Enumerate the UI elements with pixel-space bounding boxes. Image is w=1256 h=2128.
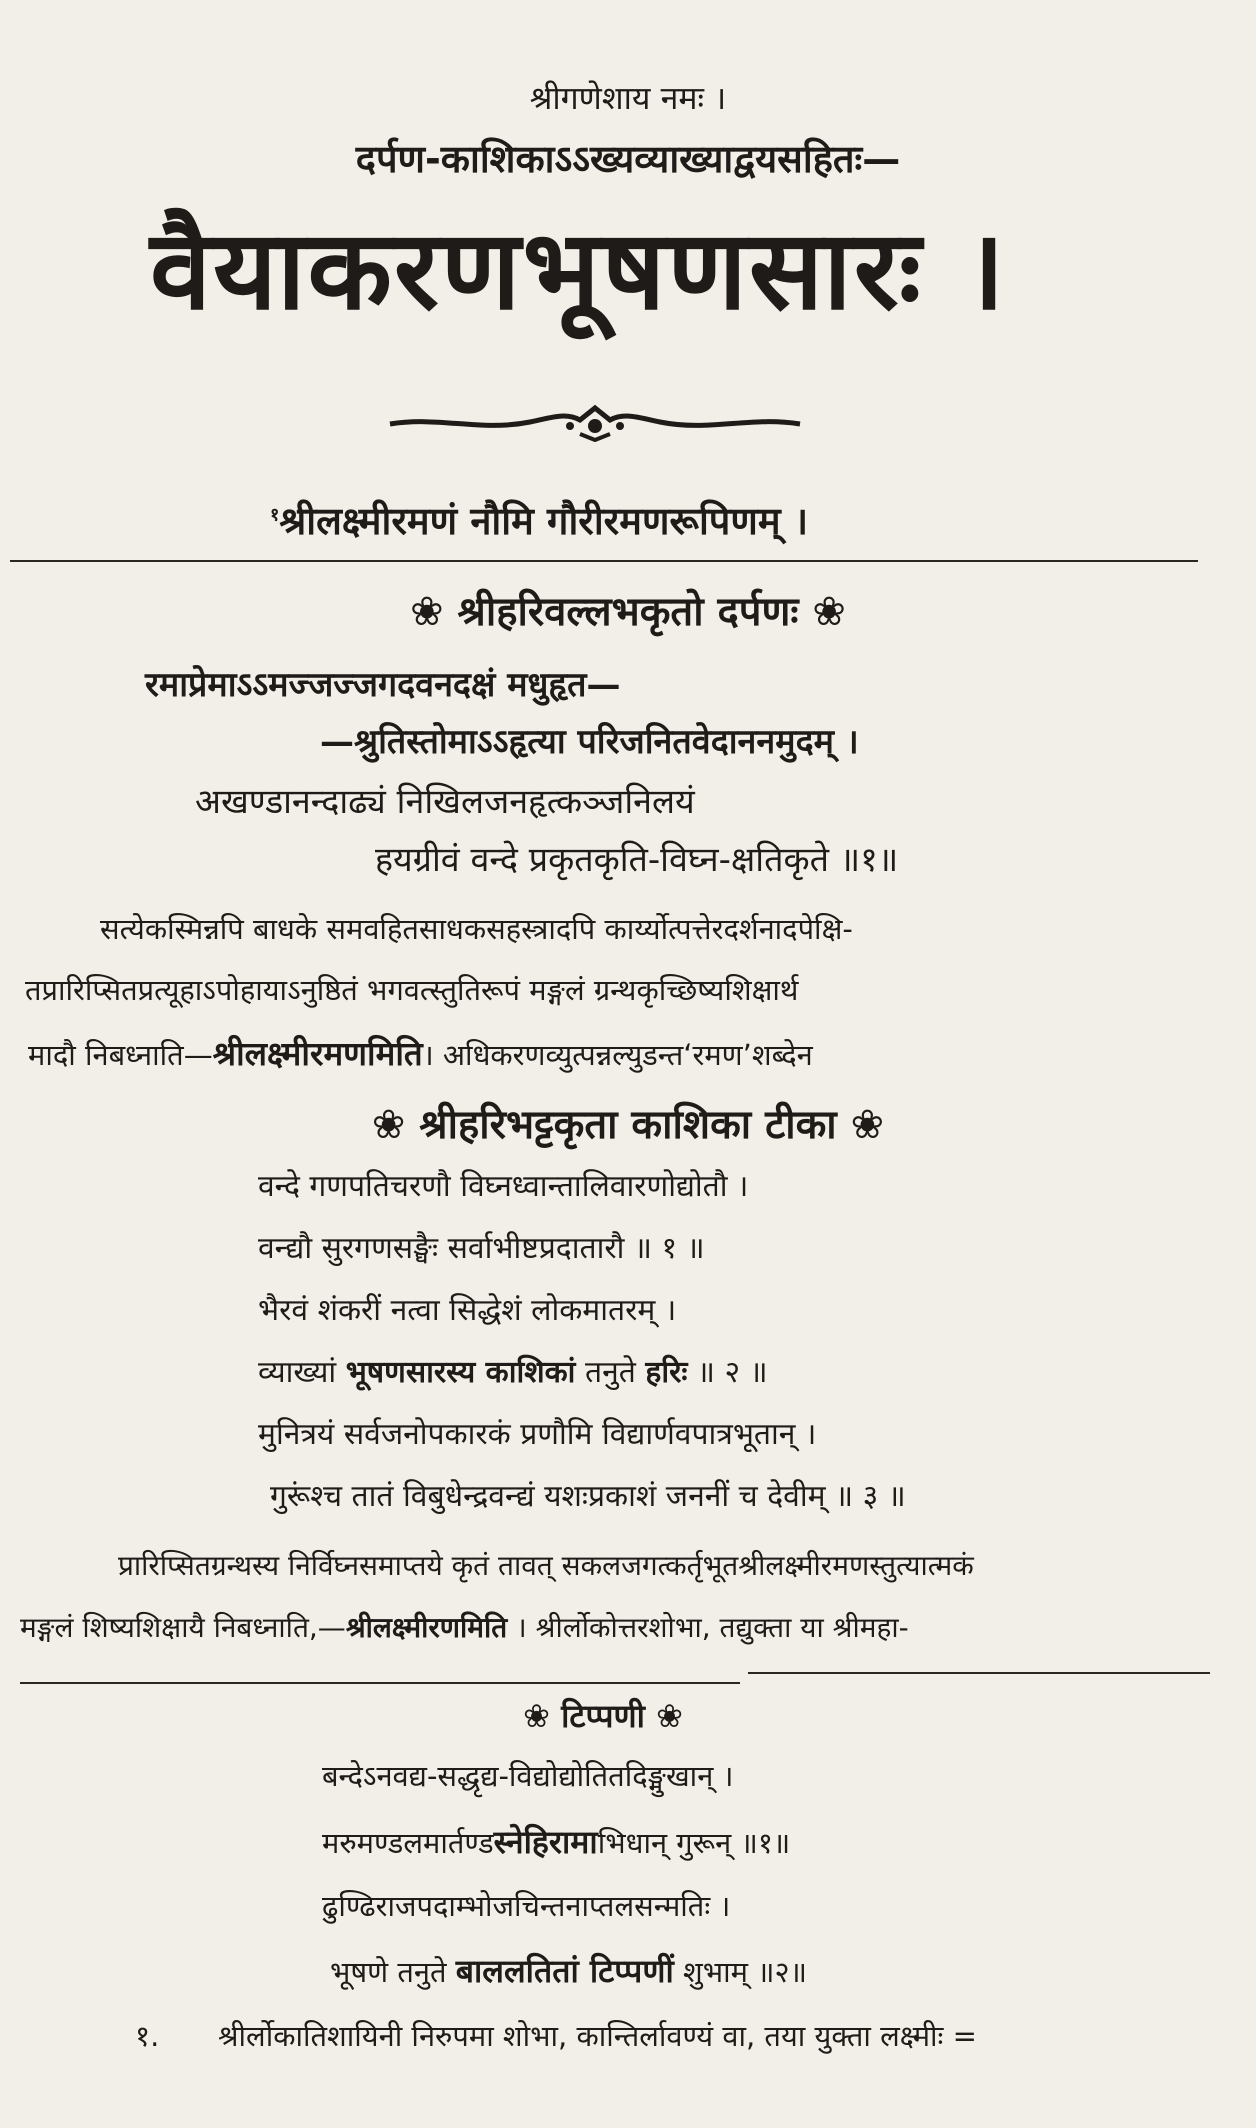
kashika-verse-4-hari: हरिः	[645, 1355, 688, 1390]
divider-2-left	[20, 1682, 740, 1684]
verse-heading-text: श्रीलक्ष्मीरमणं नौमि गौरीरमणरूपिणम् ।	[279, 499, 809, 543]
kashika-verse-6: गुरूंश्च तातं विबुधेन्द्रवन्द्यं यशःप्रकाशं जननीं च देवीम् ॥ ३ ॥	[270, 1479, 906, 1514]
tippani-verse-2	[322, 1823, 791, 1861]
kashika-prose-2a: मङ्गलं शिष्यशिक्षायै निबध्नाति,—	[20, 1611, 346, 1644]
divider-1	[10, 560, 1198, 562]
kashika-prose-2-bold: श्रीलक्ष्मीरणमिति	[345, 1611, 508, 1644]
darpana-verse-2: —श्रुतिस्तोमाऽऽहृत्या परिजनितवेदाननमुदम् ।	[320, 722, 859, 762]
kashika-verse-4c: तनुते	[585, 1355, 636, 1390]
ornament-divider	[380, 402, 810, 442]
kashika-verse-4a: व्याख्यां	[258, 1355, 337, 1390]
kashika-verse-4	[258, 1355, 768, 1390]
verse-heading-ref: १	[270, 504, 280, 526]
kashika-prose-1: प्रारिप्सितग्रन्थस्य निर्विघ्नसमाप्तये कृतं तावत् सकलजगत्कर्तृभूतश्रीलक्ष्मीरमणस्तुत्यात्मकं	[118, 1549, 974, 1582]
kashika-verse-2: वन्द्यौ सुरगणसङ्घैः सर्वाभीष्टप्रदातारौ ॥ १ ॥	[258, 1231, 705, 1266]
kashika-heading: ❀ श्रीहरिभट्टकृता काशिका टीका ❀	[371, 1102, 885, 1148]
kashika-verse-1: वन्दे गणपतिचरणौ विघ्नध्वान्तालिवारणोद्योतौ ।	[258, 1169, 749, 1204]
footnote-number: १.	[135, 2019, 160, 2053]
darpana-prose-3b: । अधिकरणव्युत्पन्नल्युडन्त‘रमण’शब्देन	[422, 1038, 813, 1072]
darpana-prose-3-bold: श्रीलक्ष्मीरमणमिति	[212, 1034, 423, 1073]
tippani-verse-2-bold: स्नेहिरामा	[493, 1823, 598, 1861]
darpana-prose-1: सत्येकस्मिन्नपि बाधके समवहितसाधकसहस्त्रादपि कार्य्योत्पत्तेरदर्शनादपेक्षि-	[100, 912, 853, 946]
subtitle: दर्पण-काशिकाऽऽख्यव्याख्याद्वयसहितः—	[355, 137, 901, 181]
invocation: श्रीगणेशाय नमः ।	[529, 79, 727, 117]
divider-2-right	[748, 1672, 1210, 1674]
darpana-verse-1: रमाप्रेमाऽऽमज्जज्जगदवनदक्षं मधुहृत—	[145, 665, 621, 705]
darpana-verse-3: अखण्डानन्दाढ्यं निखिलजनहृत्कञ्जनिलयं	[195, 782, 695, 822]
footnote-text: श्रीर्लोकातिशायिनी निरुपमा शोभा, कान्तिर्लावण्यं वा, तया युक्ता लक्ष्मीः =	[218, 2019, 977, 2053]
tippani-verse-4	[330, 1952, 807, 1990]
darpana-prose-3a: मादौ निबध्नाति—	[28, 1038, 213, 1072]
tippani-verse-4c: शुभाम् ॥२॥	[682, 1955, 807, 1989]
darpana-heading: ❀ श्रीहरिवल्लभकृतो दर्पणः ❀	[410, 589, 846, 635]
tippani-verse-4a: भूषणे तनुते	[330, 1955, 447, 1989]
tippani-heading: ❀ टिप्पणी ❀	[523, 1697, 683, 1735]
tippani-verse-3: ढुण्ढिराजपदाम्भोजचिन्तनाप्तलसन्मतिः ।	[322, 1889, 731, 1923]
darpana-verse-4: हयग्रीवं वन्दे प्रकृतकृति-विघ्न-क्षतिकृते ॥१॥	[375, 840, 899, 880]
kashika-verse-3: भैरवं शंकरीं नत्वा सिद्धेशं लोकमातरम् ।	[258, 1293, 677, 1328]
tippani-verse-1: बन्देऽनवद्य-सद्धृद्य-विद्योद्योतितदिङ्मुखान् ।	[322, 1759, 734, 1793]
kashika-verse-5: मुनित्रयं सर्वजनोपकारकं प्रणौमि विद्यार्णवपात्रभूतान् ।	[258, 1417, 817, 1452]
kashika-verse-4-bold: भूषणसारस्य काशिकां	[345, 1355, 576, 1390]
darpana-prose-2: तप्रारिप्सितप्रत्यूहाऽपोहायाऽनुष्ठितं भगवत्स्तुतिरूपं मङ्गलं ग्रन्थकृच्छिष्यशिक्षार्थ	[25, 973, 799, 1007]
darpana-prose-3	[28, 1034, 813, 1073]
main-title: वैयाकरणभूषणसारः ।	[150, 206, 1007, 334]
verse-heading	[270, 499, 809, 543]
tippani-verse-2a: मरुमण्डलमार्तण्ड	[322, 1826, 494, 1860]
tippani-verse-2c: भिधान् गुरून् ॥१॥	[597, 1826, 791, 1860]
kashika-prose-2b: । श्रीर्लोकोत्तरशोभा, तद्युक्ता या श्रीमहा-	[516, 1611, 909, 1644]
kashika-verse-4e: ॥ २ ॥	[696, 1355, 768, 1390]
tippani-verse-4-bold: बाललतितां टिप्पणीं	[455, 1952, 674, 1990]
kashika-prose-2	[20, 1611, 909, 1644]
